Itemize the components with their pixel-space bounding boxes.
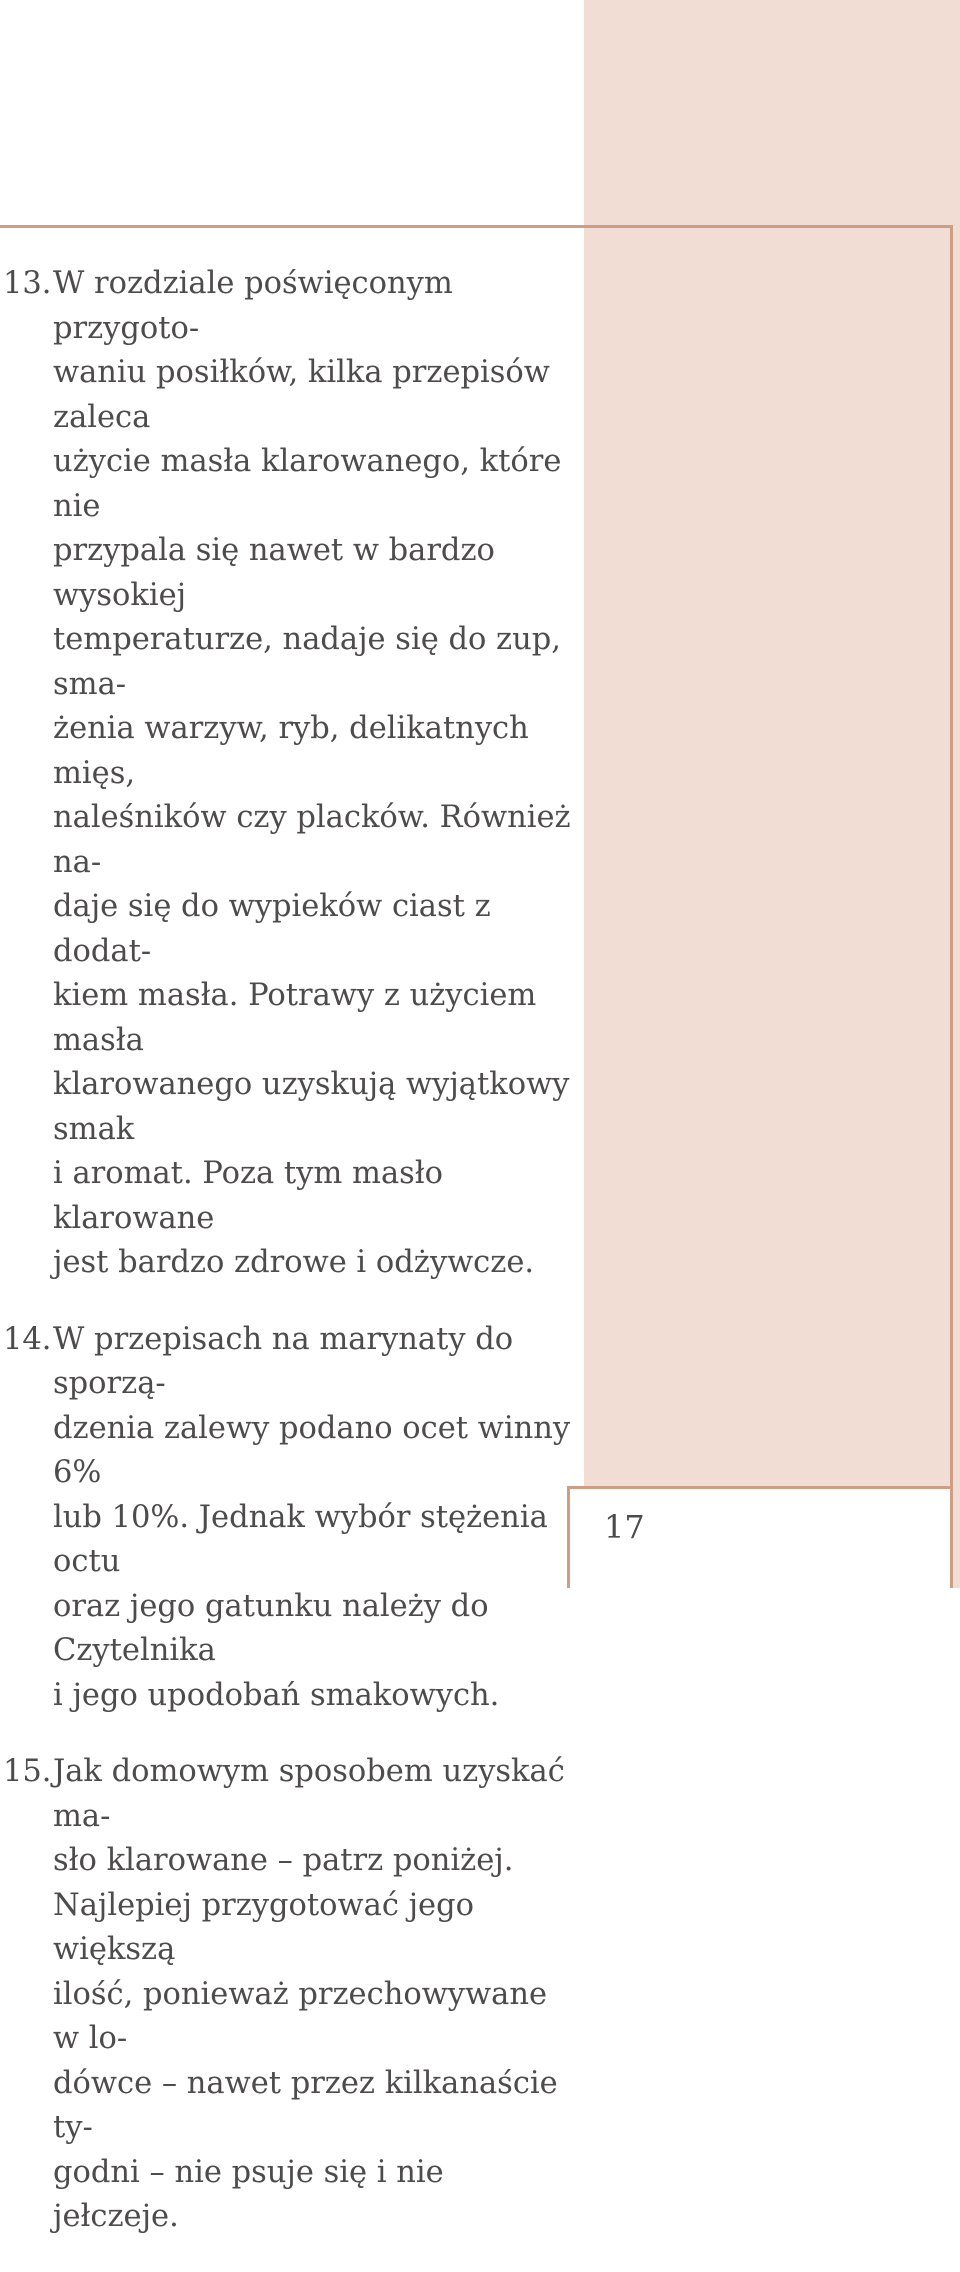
note-14 <box>0 1318 578 1719</box>
page-number-box <box>567 1486 950 1588</box>
note-15 <box>0 1750 578 2240</box>
note-text: W rozdziale poświęconym przygoto- waniu posiłków, kilka przepisów zaleca użycie masła klarowanego, które nie przypala się nawet w bardzo wysokiej temperaturze, nadaje się do zup, sma- żenia warzyw, ryb, delikatnych mięs, naleśników czy placków. Również na- daje się do wypieków ciast z dodat- kiem masła. Potrawy z użyciem masła klarowanego uzyskują wyjątkowy smak i aromat. Poza tym masło klarowane jest bardzo zdrowe i odżywcze. <box>53 266 571 1280</box>
top-rule <box>0 225 953 228</box>
note-number: 14. <box>3 1321 52 1357</box>
note-number: 13. <box>3 266 52 301</box>
note-text: Jak domowym sposobem uzyskać ma- sło klarowane – patrz poniżej. Najlepiej przygotować jego większą ilość, ponieważ przechowywane w lo- dówce – nawet przez kilkanaście ty- godni – nie psuje się i nie jełczeje. <box>53 1754 565 2234</box>
note-13 <box>0 262 578 1286</box>
note-text: W przepisach na marynaty do sporzą- dzenia zalewy podano ocet winny 6% lub 10%. Jednak wybór stężenia octu oraz jego gatunku należy do Czytelnika i jego upodobań smakowych. <box>53 1321 571 1713</box>
note-number: 15. <box>3 1754 52 1789</box>
notes-list <box>0 262 578 2272</box>
side-panel <box>584 0 960 1588</box>
page-number: 17 <box>604 1508 645 1546</box>
right-rule <box>950 225 953 1588</box>
